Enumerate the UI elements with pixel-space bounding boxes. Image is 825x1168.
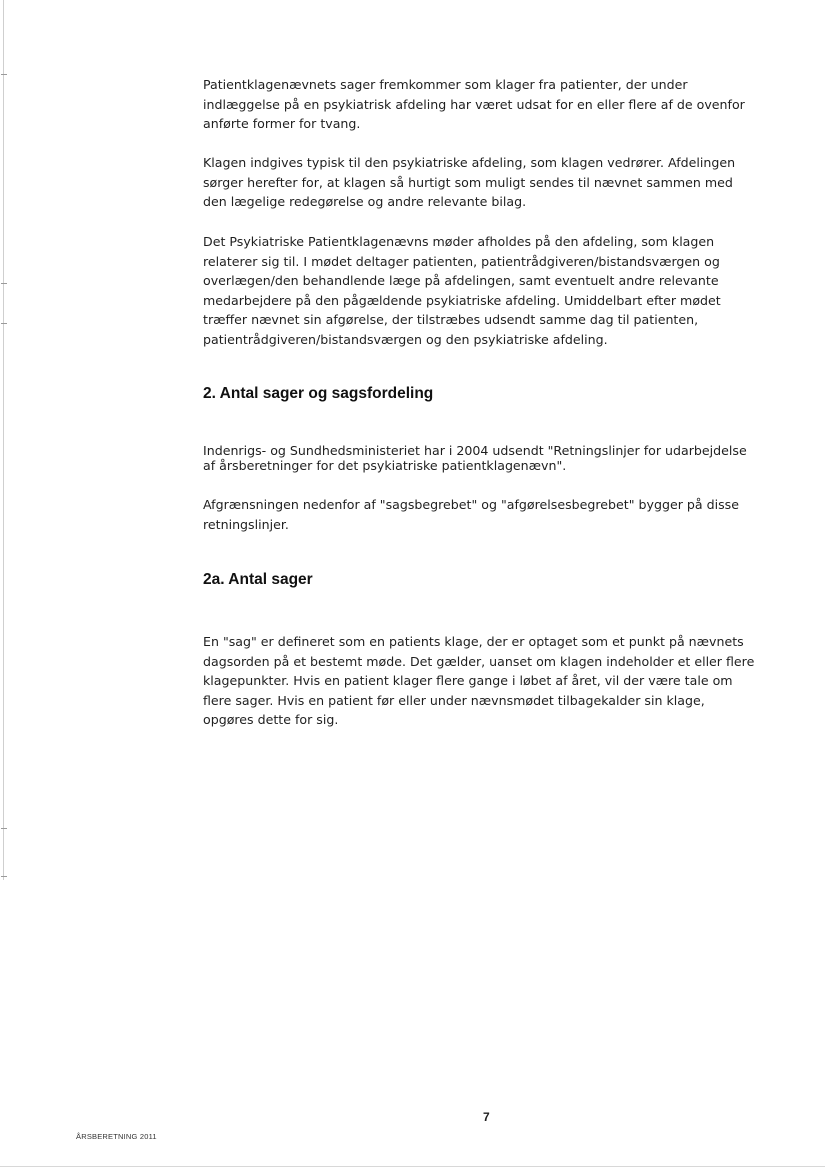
section-heading-2a: 2a. Antal sager	[203, 571, 313, 588]
scan-edge-bottom	[0, 1166, 825, 1167]
page-number: 7	[483, 1110, 490, 1124]
scan-edge-left	[3, 0, 4, 880]
scan-tick	[1, 74, 7, 75]
scan-tick	[1, 876, 7, 877]
paragraph-guidelines: Indenrigs- og Sundhedsministeriet har i 2004 udsendt "Retningslinjer for udarbejdelse af årsberetninger for det psykiatriske patientklagenævn".	[203, 443, 747, 473]
paragraph-meetings: Det Psykiatriske Patientklagenævns møder afholdes på den afdeling, som klagen relaterer sig til. I mødet deltager patienten, patientrådgiveren/bistandsværgen og overlægen/den behandlende læge på afdelingen, samt eventuelt andre relevante medarbejdere på den pågældende psykiatriske afdeling. Umiddelbart efter mødet træffer nævnet sin afgørelse, der tilstræbes udsendt samme dag til patienten, patientrådgiveren/bistandsværgen og den psykiatriske afdeling.	[203, 234, 721, 347]
paragraph-intro: Patientklagenævnets sager fremkommer som klager fra patienter, der under indlæggelse på en psykiatrisk afdeling har været udsat for en eller flere af de ovenfor anførte former for tvang.	[203, 77, 745, 132]
scan-tick	[1, 283, 7, 284]
paragraph-submission: Klagen indgives typisk til den psykiatriske afdeling, som klagen vedrører. Afdelingen sørger herefter for, at klagen så hurtigt som muligt sendes til nævnet sammen med den lægelige redegørelse og andre relevante bilag.	[203, 155, 736, 210]
footer-label: ÅRSBERETNING 2011	[76, 1132, 157, 1141]
paragraph-delimitation: Afgrænsningen nedenfor af "sagsbegrebet" og "afgørelsesbegrebet" bygger på disse retningslinjer.	[203, 497, 739, 532]
scan-tick	[1, 828, 7, 829]
scan-tick	[1, 323, 7, 324]
paragraph-case-definition: En "sag" er defineret som en patients klage, der er optaget som et punkt på nævnets dagsorden på et bestemt møde. Det gælder, uanset om klagen indeholder et eller flere klagepunkter. Hvis en patient klager flere gange i løbet af året, vil der være tale om flere sager. Hvis en patient før eller under nævnsmødet tilbagekalder sin klage, opgøres dette for sig.	[203, 634, 755, 728]
section-heading-2: 2. Antal sager og sagsfordeling	[203, 385, 434, 402]
